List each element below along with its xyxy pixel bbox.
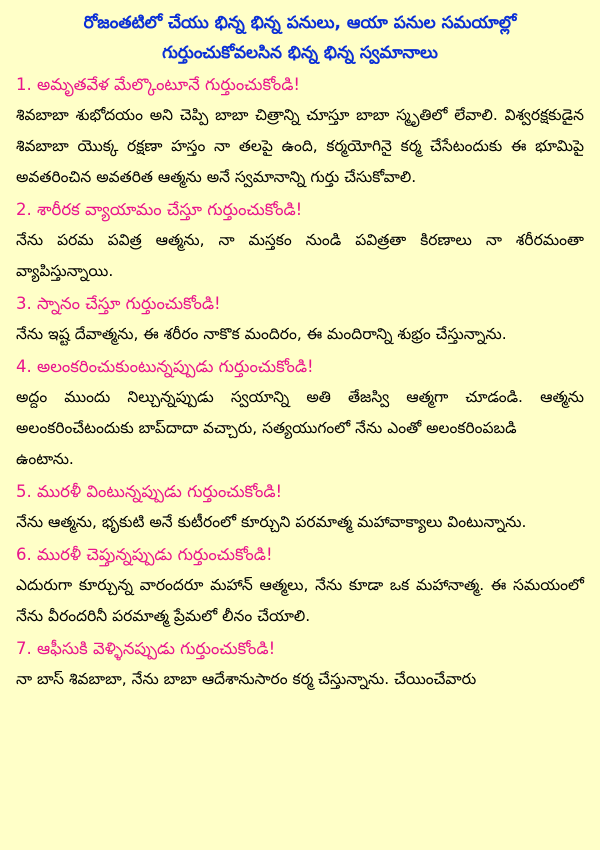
title-line-1: రోజంతటిలో చేయు భిన్న భిన్న పనులు, ఆయా పనుల సమయాల్లో [83, 13, 517, 33]
section-body: నేను ఆత్మను, భృకుటి అనే కుటీరంలో కూర్చుని పరమాత్మ మహావాక్యాలు వింటున్నాను. [16, 513, 527, 531]
section-6 [16, 540, 584, 632]
section-body: నేను పరమ పవిత్ర ఆత్మను, నా మస్తకం నుండి పవిత్రతా కిరణాలు నా శరీరమంతా వ్యాపిస్తున్నాయి. [16, 231, 584, 280]
section-7 [16, 634, 584, 695]
section-heading: 5. మురళీ వింటున్నప్పుడు గుర్తుంచుకోండి! [16, 482, 283, 501]
page-title [16, 8, 584, 68]
section-heading: 3. స్నానం చేస్తూ గుర్తుంచుకోండి! [16, 294, 221, 313]
section-2 [16, 195, 584, 287]
section-body-continued: ఉంటాను. [16, 450, 74, 468]
section-body: అద్దం ముందు నిల్చున్నప్పుడు స్వయాన్ని అతి తేజస్వి ఆత్మగా చూడండి. ఆత్మను అలంకరించేటందుకు బాప్‌దాదా వచ్చారు, సత్యయుగంలో నేను ఎంతో అలంకరింపబడి [16, 388, 584, 437]
section-4 [16, 352, 584, 475]
section-heading: 4. అలంకరించుకుంటున్నప్పుడు గుర్తుంచుకోండి! [16, 357, 314, 376]
section-body: నేను ఇష్ట దేవాత్మను, ఈ శరీరం నాకొక మందిరం, ఈ మందిరాన్ని శుభ్రం చేస్తున్నాను. [16, 325, 507, 343]
section-body: శివబాబా శుభోదయం అని చెప్పి బాబా చిత్రాన్ని చూస్తూ బాబా స్మృతిలో లేవాలి. విశ్వరక్షకుడైన శివబాబా యొక్క రక్షణా హస్తం నా తలపై ఉంది, కర్మయోగినై కర్మ చేసేటందుకు ఈ భూమిపై అవతరించిన అవతరిత ఆత్మను అనే స్వమానాన్ని గుర్తు చేసుకోవాలి. [16, 106, 584, 186]
section-5 [16, 477, 584, 538]
section-heading: 7. ఆఫీసుకి వెళ్ళినప్పుడు గుర్తుంచుకోండి! [16, 639, 276, 658]
title-line-2: గుర్తుంచుకోవలసిన భిన్న భిన్న స్వమానాలు [162, 43, 438, 63]
section-body: ఎదురుగా కూర్చున్న వారందరూ మహాన్ ఆత్మలు, నేను కూడా ఒక మహానాత్మ. ఈ సమయంలో నేను వీరందరినీ పరమాత్మ ప్రేమలో లీనం చేయాలి. [16, 576, 584, 625]
section-heading: 6. మురళీ చెప్తున్నప్పుడు గుర్తుంచుకోండి! [16, 545, 273, 564]
section-1 [16, 70, 584, 193]
section-3 [16, 289, 584, 350]
section-body: నా బాస్ శివబాబా, నేను బాబా ఆదేశానుసారం కర్మ చేస్తున్నాను. చేయించేవారు [16, 670, 477, 688]
section-heading: 2. శారీరక వ్యాయామం చేస్తూ గుర్తుంచుకోండి! [16, 200, 303, 219]
section-heading: 1. అమృతవేళ మేల్కొంటూనే గుర్తుంచుకోండి! [16, 75, 301, 94]
